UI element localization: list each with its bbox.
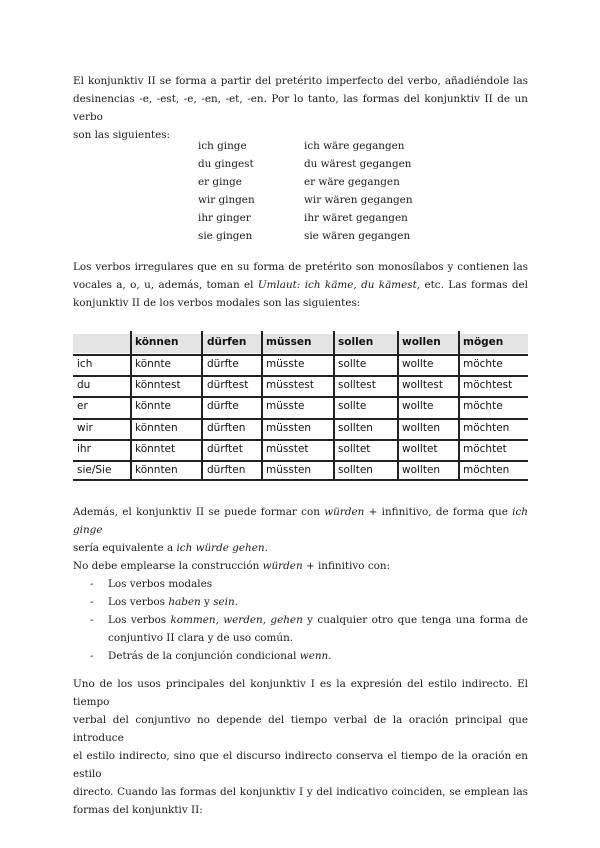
item2-and: y xyxy=(200,596,214,608)
table-header-4: wollen xyxy=(402,336,441,348)
item2-text: Los verbos xyxy=(108,596,169,608)
item4-text: Detrás de la conjunción condicional xyxy=(108,650,300,662)
not-used-intro xyxy=(73,557,528,575)
conj-simple-item: wir gingen xyxy=(198,194,255,206)
table-pronoun: wir xyxy=(77,422,93,434)
irregular-line-1: Los verbos irregulares que en su forma de pretérito son monosílabos y contienen las xyxy=(73,261,528,273)
intro-paragraph xyxy=(73,72,528,144)
table-cell: könnte xyxy=(135,358,172,370)
wurden-text-3: sería equivalente a xyxy=(73,542,177,554)
table-cell: könnten xyxy=(135,464,178,476)
table-header-1: dürfen xyxy=(207,336,247,348)
indirect-line-5: formas del konjunktiv II: xyxy=(73,804,203,816)
table-cell: sollten xyxy=(338,464,373,476)
wurden-text: Además, el konjunktiv II se puede formar con xyxy=(73,506,325,518)
table-cell: wollten xyxy=(402,422,441,434)
conj-compound-item: ich wäre gegangen xyxy=(304,140,405,152)
conj-compound-item: wir wären gegangen xyxy=(304,194,413,206)
dash-bullet: - xyxy=(90,650,94,662)
dash-bullet: - xyxy=(90,614,94,626)
irregular-line-2-text: vocales a, o, u, además, toman el xyxy=(73,279,258,291)
table-cell: müsste xyxy=(266,358,305,370)
table-row-rule xyxy=(73,418,528,420)
table-cell: könntest xyxy=(135,379,181,391)
irregular-line-2 xyxy=(73,276,528,294)
table-pronoun: ich xyxy=(77,358,93,370)
intro-line-2: desinencias -e, -est, -e, -en, -et, -en. Por lo tanto, las formas del konjunktiv II de un verbo xyxy=(73,93,528,123)
table-cell: dürftet xyxy=(207,443,243,455)
table-cell: solltest xyxy=(338,379,376,391)
table-header-3: sollen xyxy=(338,336,374,348)
table-pronoun: ihr xyxy=(77,443,91,455)
table-row-rule xyxy=(73,439,528,441)
table-row-rule xyxy=(73,396,528,398)
table-cell: müsstet xyxy=(266,443,309,455)
conjugation-simple-column xyxy=(198,137,255,245)
wurden-line-2 xyxy=(73,539,528,557)
verbs-term: kommen, werden, gehen xyxy=(170,614,303,626)
table-cell: sollte xyxy=(338,400,367,412)
table-cell: möchten xyxy=(463,422,510,434)
list-item-text xyxy=(108,647,528,665)
wurden-term-2: würden xyxy=(262,560,303,572)
table-cell: sollten xyxy=(338,422,373,434)
table-cell: möchte xyxy=(463,358,503,370)
table-cell: dürfte xyxy=(207,358,239,370)
example-ich-ginge: ich ginge xyxy=(73,506,528,536)
item3-text: Los verbos xyxy=(108,614,171,626)
table-cell: sollte xyxy=(338,358,367,370)
conj-simple-item: sie gingen xyxy=(198,230,253,242)
table-cell: müsste xyxy=(266,400,305,412)
table-pronoun: er xyxy=(77,400,88,412)
list-item-text xyxy=(108,593,528,611)
table-cell: wolltet xyxy=(402,443,438,455)
table-row-rule xyxy=(73,479,528,481)
table-row-rule xyxy=(73,460,528,462)
table-cell: müssten xyxy=(266,464,312,476)
table-row-rule xyxy=(73,354,528,356)
table-cell: möchten xyxy=(463,464,510,476)
indirect-line-1: Uno de los usos principales del konjunktiv I es la expresión del estilo indirecto. El tiempo xyxy=(73,678,528,708)
conjugation-compound-column xyxy=(304,137,413,245)
list-item-text xyxy=(108,611,528,647)
indirect-line-2: verbal del conjuntivo no depende del tiempo verbal de la oración principal que introduce xyxy=(73,714,528,744)
example-ich-wurde-gehen: ich würde gehen xyxy=(176,542,265,554)
period: . xyxy=(234,596,239,608)
indirect-line-4: directo. Cuando las formas del konjunktiv I y del indicativo coinciden, se emplean las xyxy=(73,786,528,798)
conj-simple-item: er ginge xyxy=(198,176,242,188)
conj-simple-item: ich ginge xyxy=(198,140,247,152)
conj-simple-item: ihr ginger xyxy=(198,212,251,224)
list-item-text: Los verbos modales xyxy=(108,578,213,590)
intro-line-3: son las siguientes: xyxy=(73,129,171,141)
irregular-line-3: konjunktiv II de los verbos modales son las siguientes: xyxy=(73,297,361,309)
table-cell: dürften xyxy=(207,464,246,476)
table-cell: könnten xyxy=(135,422,178,434)
wurden-term: würden xyxy=(324,506,365,518)
item3-line-1 xyxy=(108,611,528,629)
not-used-text: No debe emplearse la construcción xyxy=(73,560,263,572)
wenn-term: wenn xyxy=(299,650,329,662)
irregular-line-2-end: etc. Las formas del xyxy=(420,279,528,291)
intro-line-1: El konjunktiv II se forma a partir del pretérito imperfecto del verbo, añadiéndole las xyxy=(73,75,528,87)
table-cell: wollte xyxy=(402,400,434,412)
table-cell: wolltest xyxy=(402,379,444,391)
period: . xyxy=(328,650,332,662)
wurden-line-1 xyxy=(73,503,528,539)
table-cell: dürften xyxy=(207,422,246,434)
sein-term: sein xyxy=(213,596,235,608)
wurden-text-2: + infinitivo, de forma que xyxy=(364,506,513,518)
table-cell: möchtest xyxy=(463,379,513,391)
table-row-rule xyxy=(73,375,528,377)
table-cell: könnte xyxy=(135,400,172,412)
conj-compound-item: du wärest gegangen xyxy=(304,158,412,170)
conj-simple-item: du gingest xyxy=(198,158,254,170)
indirect-line-3: el estilo indirecto, sino que el discurso indirecto conserva el tiempo de la oración en estilo xyxy=(73,750,528,780)
table-pronoun: du xyxy=(77,379,91,391)
dash-bullet: - xyxy=(90,596,94,608)
table-header-5: mögen xyxy=(463,336,504,348)
table-header-0: können xyxy=(135,336,179,348)
wurden-paragraph xyxy=(73,503,528,557)
table-pronoun: sie/Sie xyxy=(77,464,112,476)
item3-text-2: y cualquier otro que tenga una forma de xyxy=(302,614,528,626)
haben-term: haben xyxy=(168,596,201,608)
table-cell: dürftest xyxy=(207,379,249,391)
not-used-text-2: + infinitivo con: xyxy=(302,560,391,572)
table-cell: möchte xyxy=(463,400,503,412)
item3-line-2: conjuntivo II clara y de uso común. xyxy=(108,632,294,644)
table-cell: solltet xyxy=(338,443,371,455)
table-header-2: müssen xyxy=(266,336,312,348)
umlaut-example: Umlaut: ich käme, du kämest, xyxy=(257,279,421,291)
irregular-paragraph xyxy=(73,258,528,312)
period: . xyxy=(264,542,268,554)
conj-compound-item: ihr wäret gegangen xyxy=(304,212,408,224)
table-cell: könntet xyxy=(135,443,176,455)
modal-verbs-table xyxy=(73,326,528,481)
indirect-paragraph xyxy=(73,675,528,819)
table-cell: wollte xyxy=(402,358,434,370)
table-cell: dürfte xyxy=(207,400,239,412)
dash-bullet: - xyxy=(90,578,94,590)
conj-compound-item: er wäre gegangen xyxy=(304,176,400,188)
table-cell: müssten xyxy=(266,422,312,434)
conj-compound-item: sie wären gegangen xyxy=(304,230,411,242)
table-cell: wollten xyxy=(402,464,441,476)
table-cell: müsstest xyxy=(266,379,314,391)
table-cell: möchtet xyxy=(463,443,507,455)
